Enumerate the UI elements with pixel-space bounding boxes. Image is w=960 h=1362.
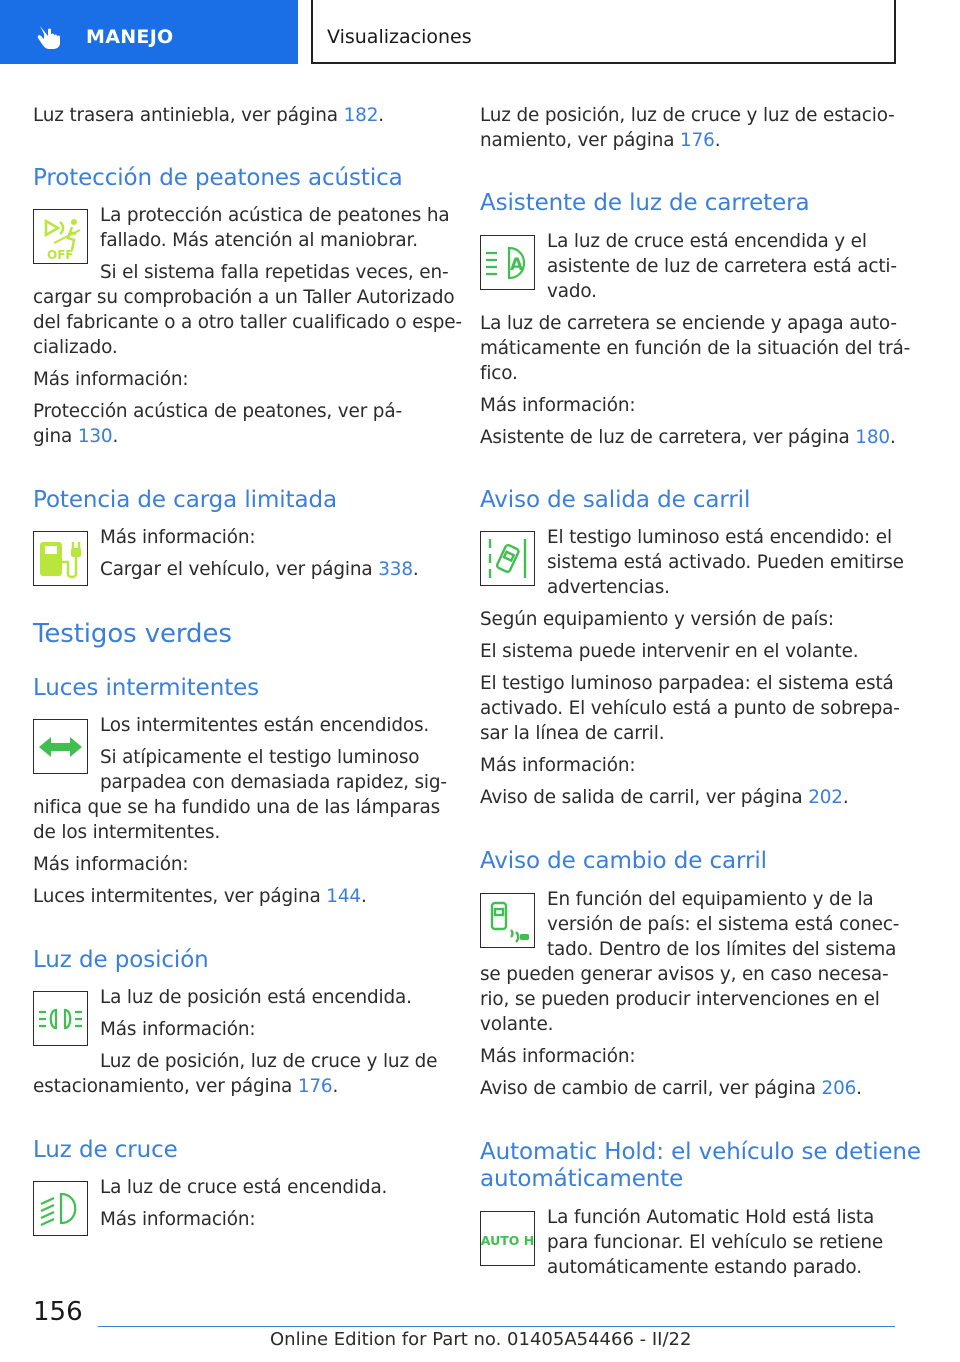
charging-plug-icon bbox=[33, 531, 88, 586]
section-heading: Asistente de luz de carretera bbox=[480, 190, 810, 216]
svg-text:AUTO H: AUTO H bbox=[481, 1233, 534, 1248]
section-heading: Aviso de cambio de carril bbox=[480, 848, 767, 874]
lane-departure-icon bbox=[480, 531, 535, 586]
section-heading: Potencia de carga limitada bbox=[33, 487, 337, 513]
page-link[interactable]: 202 bbox=[808, 787, 843, 808]
pedestrian-sound-off-icon bbox=[33, 209, 88, 264]
section-heading: Luz de posición bbox=[33, 947, 209, 973]
page-link[interactable]: 182 bbox=[343, 105, 379, 126]
intro-text: Luz trasera antiniebla, ver página 182. bbox=[33, 105, 384, 126]
section-heading: Luz de cruce bbox=[33, 1137, 178, 1163]
section-heading: Luces intermitentes bbox=[33, 675, 260, 701]
section-label: MANEJO bbox=[86, 26, 174, 48]
section-tab bbox=[0, 0, 298, 64]
section-heading: automáticamente bbox=[480, 1166, 684, 1192]
page-link[interactable]: 180 bbox=[855, 427, 890, 448]
low-beam-icon bbox=[33, 1181, 88, 1236]
section-heading: Aviso de salida de carril bbox=[480, 487, 751, 513]
chapter-header bbox=[311, 0, 896, 64]
edition-note: Online Edition for Part no. 01405A54466 - II/22 bbox=[270, 1329, 692, 1350]
section-heading: Protección de peatones acústica bbox=[33, 165, 403, 191]
page-number: 156 bbox=[33, 1297, 83, 1327]
page-link[interactable]: 176 bbox=[680, 130, 715, 151]
svg-text:A: A bbox=[510, 255, 524, 275]
svg-text:OFF: OFF bbox=[47, 248, 74, 262]
lane-change-icon bbox=[480, 893, 535, 948]
section-heading: Automatic Hold: el vehículo se detiene bbox=[480, 1139, 921, 1165]
auto-hold-icon bbox=[480, 1211, 535, 1266]
turn-signal-arrows-icon bbox=[33, 719, 88, 774]
page-link[interactable]: 144 bbox=[326, 886, 361, 907]
hand-pointer-icon bbox=[36, 22, 66, 50]
page-link[interactable]: 176 bbox=[297, 1076, 333, 1097]
page-link[interactable]: 338 bbox=[378, 559, 413, 580]
chapter-title: Visualizaciones bbox=[327, 26, 472, 48]
parking-light-icon bbox=[33, 991, 88, 1046]
high-beam-assistant-icon bbox=[480, 235, 535, 290]
chapter-subheading: Testigos verdes bbox=[33, 619, 232, 649]
page-link[interactable]: 206 bbox=[821, 1078, 857, 1099]
page-link[interactable]: 130 bbox=[77, 426, 113, 447]
footer-divider bbox=[98, 1326, 895, 1327]
